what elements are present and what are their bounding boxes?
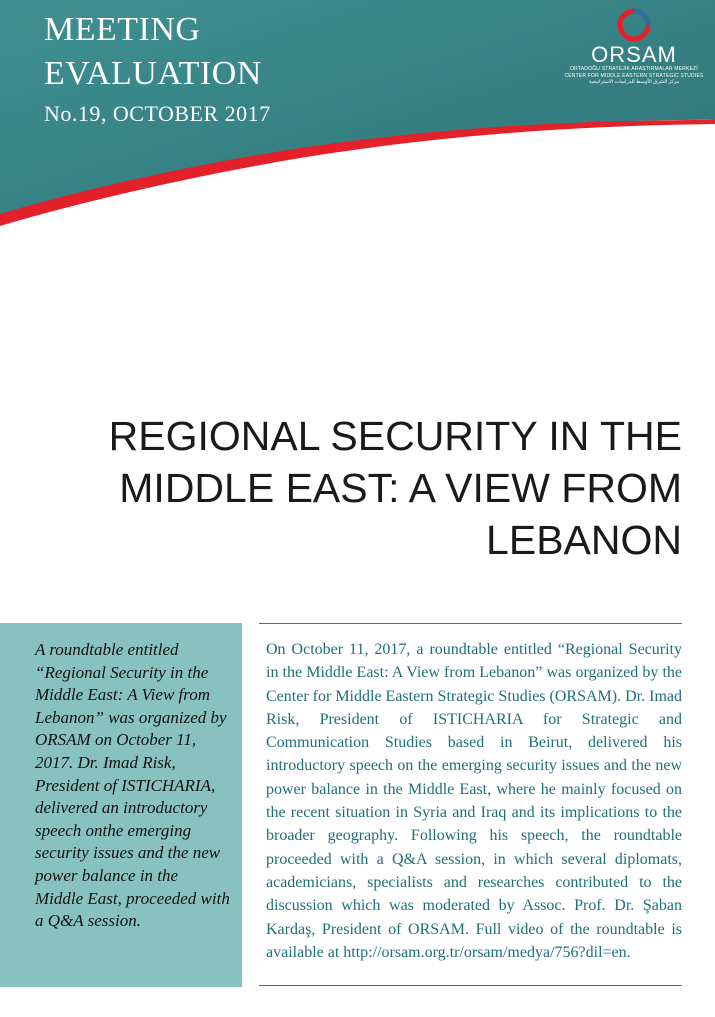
header-banner [0,0,715,230]
orsam-logo [560,8,708,86]
issue-number: No.19, OCTOBER 2017 [44,101,271,126]
summary-text: A roundtable entitled “Regional Security in the Middle East: A View from Lebanon” was organized by ORSAM on October 11, 2017. Dr. Imad Risk, President of ISTICHARIA, delivered an introductory speech onthe emerging security issues and the new power balance in the Middle East, proceeded with a Q&A session. [35,640,230,931]
series-title: MEETING EVALUATION [44,11,262,92]
body-top-rule [259,623,682,624]
summary-box [0,623,242,987]
orsam-emblem-icon [614,8,654,42]
logo-subtitle-ar: مركز الشرق الأوسط للدراسات الاستراتيجية [588,79,680,85]
logo-subtitle-en: CENTER FOR MIDDLE EASTERN STRATEGIC STUDIES [564,72,704,79]
body-bottom-rule [259,985,682,986]
logo-subtitle-tr: ORTADOĞU STRATEJİK ARAŞTIRMALAR MERKEZİ [570,66,698,72]
document-title: REGIONAL SECURITY IN THE MIDDLE EAST: A VIEW FROM LEBANON [108,413,682,563]
body-paragraph: On October 11, 2017, a roundtable entitled “Regional Security in the Middle East: A View from Lebanon” was organized by the Center for Middle Eastern Strategic Studies (ORSAM). Dr. Imad Risk, President of ISTICHARIA for Strategic and Communication Studies based in Beirut, delivered his introductory speech on the emerging security issues and the new power balance in the Middle East, where he mainly focused on the recent situation in Syria and Iraq and its implications to the broader geography. Following his speech, the roundtable proceeded with a Q&A session, in which several diplomats, academicians, specialists and researches contributed to the discussion which was moderated by Assoc. Prof. Dr. Şaban Kardaş, President of ORSAM. Full video of the roundtable is available at http://orsam.org.tr/orsam/medya/756?dil=en. [266,641,682,961]
logo-name: ORSAM [591,42,677,67]
